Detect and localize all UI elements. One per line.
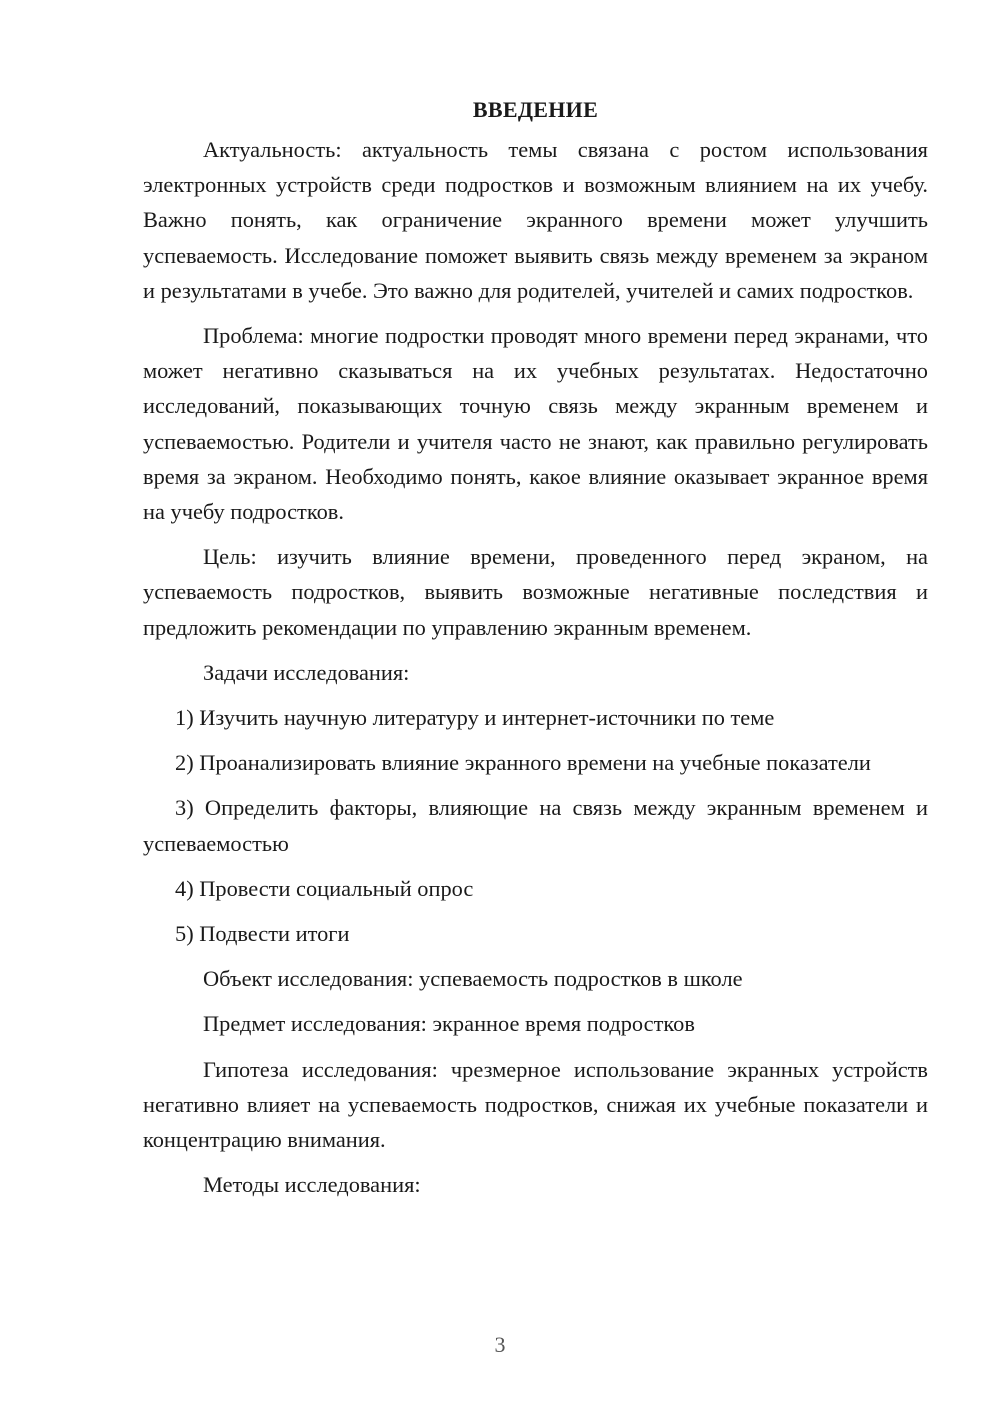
task-item-3: 3) Определить факторы, влияющие на связь между экранным временем и успеваемостью [143, 795, 928, 856]
paragraph-hypothesis: Гипотеза исследования: чрезмерное использование экранных устройств негативно влияет на успеваемость подростков, снижая их учебные показатели и концентрацию внимания. [143, 1056, 928, 1153]
paragraph-problem: Проблема: многие подростки проводят много времени перед экранами, что может негативно сказываться на их учебных результатах. Недостаточно исследований, показывающих точную связь между экранным временем и успеваемостью. Родители и учителя часто не знают, как правильно регулировать время за экраном. Необходимо понять, какое влияние оказывает экранное время на учебу подростков. [143, 323, 928, 525]
task-item-2: 2) Проанализировать влияние экранного времени на учебные показатели [175, 750, 871, 776]
task-item-5: 5) Подвести итоги [175, 921, 350, 947]
page-title: ВВЕДЕНИЕ [472, 97, 599, 122]
task-item-4: 4) Провести социальный опрос [175, 875, 474, 901]
document-page [143, 92, 928, 1202]
paragraph-subject: Предмет исследования: экранное время подростков [203, 1011, 695, 1037]
task-item-1: 1) Изучить научную литературу и интернет-источники по теме [175, 705, 775, 731]
methods-heading: Методы исследования: [203, 1172, 421, 1198]
paragraph-object: Объект исследования: успеваемость подростков в школе [203, 966, 743, 992]
tasks-heading: Задачи исследования: [203, 659, 410, 685]
paragraph-goal: Цель: изучить влияние времени, проведенного перед экраном, на успеваемость подростков, выявить возможные негативные последствия и предложить рекомендации по управлению экранным временем. [143, 544, 928, 640]
page-number: 3 [494, 1332, 506, 1357]
paragraph-relevance: Актуальность: актуальность темы связана с ростом использования электронных устройств среди подростков и возможным влиянием на их учебу. Важно понять, как ограничение экранного времени может улучшить успеваемость. Исследование поможет выявить связь между временем за экраном и результатами в учебе. Это важно для родителей, учителей и самих подростков. [143, 137, 928, 303]
